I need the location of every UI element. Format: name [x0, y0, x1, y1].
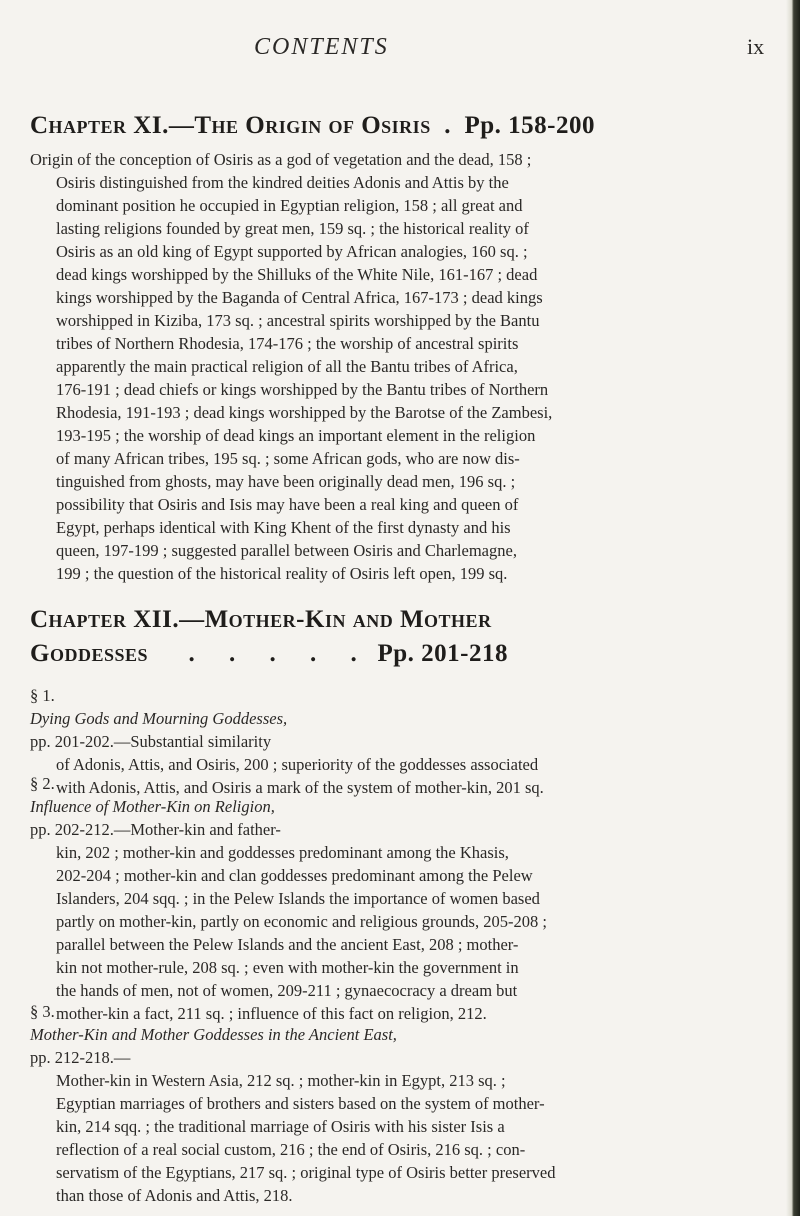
- chapter-12-dots: . . . . .: [188, 640, 371, 667]
- summary-line: Origin of the conception of Osiris as a god of vegetation and the dead, 158 ;: [30, 150, 532, 169]
- section-2-first-line: [30, 772, 766, 841]
- section-title: Dying Gods and Mourning Goddesses,: [30, 709, 288, 728]
- chapter-12-title-line2: Goddesses: [30, 640, 148, 667]
- chapter-11-pages: Pp. 158-200: [464, 112, 595, 139]
- summary-line: 199 ; the question of the historical reality of Osiris left open, 199 sq.: [56, 564, 508, 583]
- summary-line: Osiris as an old king of Egypt supported by African analogies, 160 sq. ;: [56, 242, 528, 261]
- section-line: 202-204 ; mother-kin and clan goddesses predominant among the Pelew: [56, 866, 533, 885]
- section-title: Influence of Mother-Kin on Religion,: [30, 797, 275, 816]
- section-number: § 3.: [30, 1002, 55, 1021]
- summary-line: kings worshipped by the Baganda of Central Africa, 167-173 ; dead kings: [56, 288, 543, 307]
- section-line: Egyptian marriages of brothers and sisters based on the system of mother-: [56, 1094, 545, 1113]
- section-line: than those of Adonis and Attis, 218.: [56, 1186, 293, 1205]
- section-line: pp. 212-218.—: [30, 1048, 131, 1067]
- section-line: kin, 214 sqq. ; the traditional marriage of Osiris with his sister Isis a: [56, 1117, 505, 1136]
- section-line: parallel between the Pelew Islands and the ancient East, 208 ; mother-: [56, 935, 519, 954]
- section-2: [30, 772, 766, 1025]
- section-number: § 1.: [30, 686, 55, 705]
- summary-line: worshipped in Kiziba, 173 sq. ; ancestral spirits worshipped by the Bantu: [56, 311, 540, 330]
- chapter-12-pages: Pp. 201-218: [377, 640, 508, 667]
- chapter-11-heading: Chapter XI.—The Origin of Osiris . Pp. 158-200: [30, 112, 595, 139]
- section-2-text: [30, 772, 766, 1025]
- summary-line: tinguished from ghosts, may have been originally dead men, 196 sq. ;: [56, 472, 516, 491]
- page-number: ix: [747, 34, 765, 59]
- section-line: of Adonis, Attis, and Osiris, 200 ; superiority of the goddesses associated: [56, 755, 539, 774]
- page-edge: [786, 0, 800, 1216]
- section-1-first-line: [30, 684, 766, 753]
- section-title: Mother-Kin and Mother Goddesses in the Ancient East,: [30, 1025, 397, 1044]
- summary-line: queen, 197-199 ; suggested parallel between Osiris and Charlemagne,: [56, 541, 517, 560]
- section-line: servatism of the Egyptians, 217 sq. ; original type of Osiris better preserved: [56, 1163, 556, 1182]
- summary-line: tribes of Northern Rhodesia, 174-176 ; the worship of ancestral spirits: [56, 334, 519, 353]
- summary-line: dominant position he occupied in Egyptian religion, 158 ; all great and: [56, 196, 523, 215]
- section-line: pp. 202-212.—Mother-kin and father-: [30, 820, 281, 839]
- section-line: the hands of men, not of women, 209-211 ; gynaecocracy a dream but: [56, 981, 518, 1000]
- chapter-11-summary: [30, 148, 770, 585]
- running-title: CONTENTS: [254, 34, 389, 60]
- section-line: mother-kin a fact, 211 sq. ; influence of this fact on religion, 212.: [56, 1004, 487, 1023]
- summary-line: Egypt, perhaps identical with King Khent of the first dynasty and his: [56, 518, 511, 537]
- section-line: Mother-kin in Western Asia, 212 sq. ; mother-kin in Egypt, 213 sq. ;: [56, 1071, 506, 1090]
- summary-line: 193-195 ; the worship of dead kings an important element in the religion: [56, 426, 536, 445]
- section-line: Islanders, 204 sqq. ; in the Pelew Islands the importance of women based: [56, 889, 540, 908]
- section-line: pp. 201-202.—Substantial similarity: [30, 732, 272, 751]
- chapter-12-heading: [30, 604, 770, 636]
- section-line: kin, 202 ; mother-kin and goddesses predominant among the Khasis,: [56, 843, 509, 862]
- chapter-12: [30, 604, 770, 670]
- chapter-11-title: Chapter XI.—The Origin of Osiris: [30, 112, 431, 139]
- section-3: [30, 1000, 766, 1207]
- summary-line: dead kings worshipped by the Shilluks of the White Nile, 161-167 ; dead: [56, 265, 538, 284]
- section-line: reflection of a real social custom, 216 ; the end of Osiris, 216 sq. ; con-: [56, 1140, 526, 1159]
- section-3-first-line: [30, 1000, 766, 1069]
- chapter-12-title-line1: Chapter XII.—Mother-Kin and Mother: [30, 606, 492, 633]
- summary-line: apparently the main practical religion of all the Bantu tribes of Africa,: [56, 357, 518, 376]
- summary-line: Rhodesia, 191-193 ; dead kings worshipped by the Barotse of the Zambesi,: [56, 403, 553, 422]
- summary-line: lasting religions founded by great men, 159 sq. ; the historical reality of: [56, 219, 529, 238]
- section-line: with Adonis, Attis, and Osiris a mark of the system of mother-kin, 201 sq.: [56, 778, 544, 797]
- section-line: kin not mother-rule, 208 sq. ; even with mother-kin the government in: [56, 958, 519, 977]
- chapter-12-heading-line2: [30, 638, 770, 670]
- summary-line: of many African tribes, 195 sq. ; some African gods, who are now dis-: [56, 449, 520, 468]
- chapter-11: [30, 110, 770, 585]
- summary-line: 176-191 ; dead chiefs or kings worshipped by the Bantu tribes of Northern: [56, 380, 549, 399]
- section-line: partly on mother-kin, partly on economic and religious grounds, 205-208 ;: [56, 912, 547, 931]
- section-3-text: [30, 1000, 766, 1207]
- summary-line: possibility that Osiris and Isis may have been a real king and queen of: [56, 495, 519, 514]
- section-number: § 2.: [30, 774, 55, 793]
- running-head: [0, 34, 800, 64]
- summary-line: Osiris distinguished from the kindred deities Adonis and Attis by the: [56, 173, 509, 192]
